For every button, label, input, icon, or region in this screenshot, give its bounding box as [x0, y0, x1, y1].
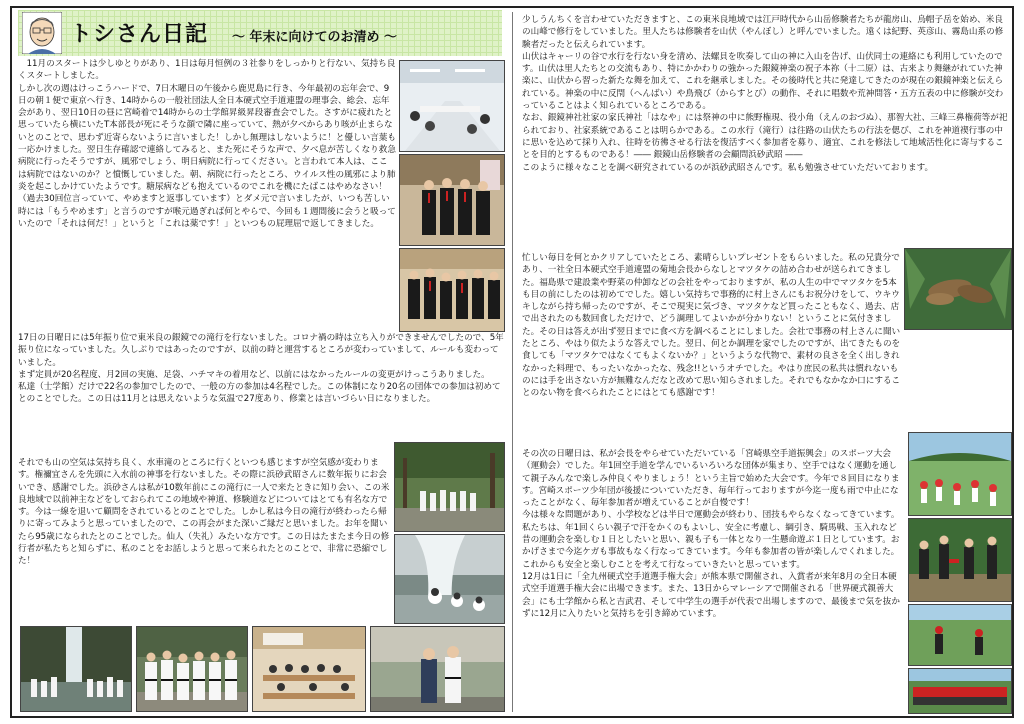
- sports-day-photo-3: [908, 604, 1012, 666]
- right-paragraph-6: その次の日曜日は、私が会長をやらせていただいている「宮崎県空手道振興会」のスポーツ大会（運動会）でした。年1回空手道を学んでいるいろいろな団体が集まり、空手ではなく運動を通して親子みんなで楽しみ仲良くやりましょう！という主旨で始めた大会です。今年で８回目になります。宮崎スポーツ少年団が後援についていただき、毎年行っておりますが今迄一度も雨で中止になったことがなく、毎年参加者が増えていることが自慢です！: [522, 449, 900, 509]
- right-text-block-middle: [522, 252, 904, 400]
- author-avatar: [22, 12, 62, 54]
- left-paragraph-1: 11月のスタートは少しゆとりがあり、1日は毎月恒例の３社参りをしっかりと行ない、気持ち良くスタートしました。: [18, 59, 396, 82]
- left-column: [16, 8, 506, 716]
- left-paragraph-6: 私達（士学館）だけで22名の参加でしたので、一般の方の参加は4名程でした。この体制になり20名の団体での参加は初めてとのことでした。この日は11月とは思えないような気温で27度あり、修業とは言いづらい日になりました。: [18, 382, 501, 405]
- shrine-ceremony-photo: [394, 442, 505, 532]
- newsletter-page: [10, 6, 1014, 718]
- left-paragraph-5: まず定員が20名程度、月2回の実施、足袋、ハチマキの着用など、以前にはなかったルールの変更がけっこうありました。: [18, 369, 490, 380]
- matsutake-photo: [904, 248, 1012, 330]
- right-paragraph-8: 12月は1日に「全九州硬式空手道選手権大会」が熊本県で開催され、入賞者が来年8月の全日本硬式空手道選手権大会に出場できます。また、13日からマレーシアで開催される「世界硬式親善大会」にも士学館から私と吉武君、そして中学生の選手が代表で出場しますので、最後まで気を抜かずに12月に入りたいと気持ちを引き締めています。: [522, 571, 900, 619]
- left-paragraph-3: （過去30回位言っていて、やめますと返事しています）とダメ元で言いましたが、いつも苦しい時には「もうやめます」と言うのですが喉元過ぎれば何とやらで、今回も１週間後に会うと吸っていたので「それは何だ！」というと「これは薬です！」といつもの屁理屈で返してきました。: [18, 194, 396, 229]
- sports-day-photo-1: [908, 432, 1012, 516]
- left-text-block-middle: [18, 332, 504, 406]
- right-text-block-lower: [522, 448, 904, 620]
- dining-hall-photo: [252, 626, 366, 712]
- right-paragraph-3: なお、銀鏡神社社家の家氏神社「はなや」には祭神の中に熊野権現、役小角（えんのおづぬ）、那智大社、三峰三鼻権荷等が祀られており、社家系統であることは明らかである。この水行（滝行）は往路の山伏たちの行法を偲び、これを神道禊行事の中に思いを込めて採り入れ、往時を彷彿させる行法を復活すべく参加者を募り、適宜、これを修法して地域活性化に寄与することを目的とするものである！―― 銀鏡山岳修験者の会顧問浜砂武昭 ――: [522, 113, 1008, 161]
- meeting-room-photo: [399, 60, 505, 152]
- group-photo-1: [399, 154, 505, 246]
- page-title: トシさん日記: [70, 22, 209, 47]
- waterfall-group-photo: [20, 626, 132, 712]
- group-photo-2: [399, 248, 505, 332]
- left-paragraph-4: 17日の日曜日には5年振り位で東米良の銀鏡での滝行を行ないました。コロナ禍の時は立ち入りができませんでしたので、5年振り位になっていました。久しぶりではあったのですが、以前の時と運営するところが変わっていまして、ルールも変わっていました。: [18, 333, 504, 368]
- left-paragraph-7: それでも山の空気は気持ち良く、水車滝のところに行くといつも感じますが空気感が変わります。権禰宜さんを先頭に入水前の神事を行ないました。その際に浜砂武昭さんに数年振りにお会いでき、感謝でした。浜砂さんは私が10数年前にこの滝行に一人で来たときに知り会い、この米良地域で以前神主などをしておられてこの地域や神道、修験道などについてはとても有名な方です。今は一線を退いて顧問をされているとのことでした。しかし私は今日の滝行が終わったら帰りに寄ってみようと思っていましたので、この再会がまた深いご縁だと思いました。お年を聞いたら95歳になられたとのことでした。仙人（失礼）みたいな方です。この日はたまたま今日の修行者が私たちと知らずに、私のことをお話しようと思って来られたとのことで、非常に恐縮でした！: [18, 458, 390, 567]
- right-paragraph-7: 今は様々な問題があり、小学校などは半日で運動会が終わり、団技もやらなくなってきています。私たちは、年1回くらい親子で汗をかくのもよいし、安全に考慮し、綱引き、騎馬戦、玉入れなど昔の運動会を楽しむ１日としたいと思い、親も子も一体となり一生懸命遊ぶ１日としています。おかげさまで今迄ケガも事故もなく行なってきています。今年も参加者の皆が楽しんでくれました。これからも安全と楽しむことを考えて行なっていきたいと思っています。: [522, 510, 900, 570]
- left-text-block-lower: [18, 457, 390, 568]
- left-paragraph-2: しかし次の週はけっこうハードで、7日木曜日の午後から鹿児島に行き、今年最初の忘年会で、9日の朝１便で東京へ行き、14時からの一般社団法人全日本硬式空手道連盟の理事会、総会、忘年会があり、翌日10日の昼に宮崎着で14時からの士学館昇級昇段審査会でした。さすがに疲れたと思っていたら横にいたT本部長が死にそうな顔で隣に座っていて、熱が夕べからあり咳が止まらないとのことで、思わず近寄らないように言いました！しかし無理はしないように！と優しい言葉も一応かけました。翌日生存確認で連絡してみると、また死にそうな声で、夕べ息が苦しくなり救急病院に行ったそうですが、風邪でしょう、明日病院に行ってください。と言われて本人は、ここは病院ではないのか？と憤慨していました。朝、病院に行ったところ、ウイルス性の風邪により肺炎を起こしかけていたようです。糖尿病なども抱えているのでこれを機にたばこはやめなさい！: [18, 83, 396, 192]
- right-paragraph-2: 山伏はキャーリの谷で水行を行ない身を清め、法螺貝を吹奏して山の神に入山を告げ、山伏同士の連絡にも利用していたのです。山伏は里人たちとの交流もあり、特にかかわりの強かった銀鏡神楽の祝子本祢（十二原）は、古来より舞継がれていた神楽に、山伏から習った新たな舞を加えて、これを継承しました。その後時代と共に発達してきたのが現在の銀鏡神楽と伝えられている。神楽の中に反閇（へんばい）や鳥飛び（からすとび）の動作、それに唱数や荒神問答・五方五表の中に修験が交わっていることはよく知られているところである。: [522, 51, 1004, 112]
- right-paragraph-5: 忙しい毎日を何とかクリアしていたところ、素晴らしいプレゼントをもらいました。私の兄貴分であり、一社全日本硬式空手道連盟の菊地会長からなしとマツタケの詰め合わせが送られてきました。福島県で建設業や野菜の仲卸などの会社をやっておりますが、私の人生の中でマツタケを5本も目の前にしたのは初めてでした。嬉しい気持ちで事務的に村上さんにもお祝分けをして、ウキウキしながら持ち帰ったのですが、そこで現実に気づき、マツタケなど買ったこともなく、過去、店で出されたのも数回食しただけで、どう調理してよいかが分かりない！ということに気付きました。その日は答えが出ず翌日までに食べ方を調べることにしました。会社で事務の村上さんに聞いたところ、やはり似たような答えでした。翌日、何とか調理を家でしたのですが、出てきたものを食しても「マツタケではなくてもよくないか？」というような代物で、素材の良さを全く出しきれなかった料理で、もったいなかったな、残念!!というオチでした。やはり庶民の私共は慣れないものには手を出さない方が無難なんだなと改めて思い知らされました。それでもなかなか口にすることのない物を食べられたことにはとても感謝です！: [522, 253, 901, 399]
- waterfall-training-photo: [394, 534, 505, 624]
- right-paragraph-4: このように様々なことを調べ研究されているのが浜砂武昭さんです。私も勉強させていただいております。: [522, 162, 934, 173]
- sports-day-group-photo: [908, 668, 1012, 714]
- left-text-block-upper: [18, 58, 396, 230]
- right-paragraph-1: 少しうんちくを言わせていただきますと、この東米良地域では江戸時代から山岳修験者たちが龍房山、烏帽子岳を始め、米良の山峰で修行をしていました。里人たちは修験者を山伏（やんぼし）と呼んでいました。遠くは紀野、英彦山、霧島山系の修験者だったと伝えられています。: [522, 15, 1004, 50]
- column-divider: [512, 12, 513, 712]
- right-column: [520, 8, 1012, 716]
- header-banner: [18, 10, 502, 56]
- page-subtitle: ～ 年末に向けてのお清め ～: [232, 30, 398, 45]
- karate-group-photo: [136, 626, 248, 712]
- sports-day-photo-2: [908, 518, 1012, 602]
- instructors-photo: [370, 626, 505, 712]
- right-text-block-upper: [522, 14, 1008, 174]
